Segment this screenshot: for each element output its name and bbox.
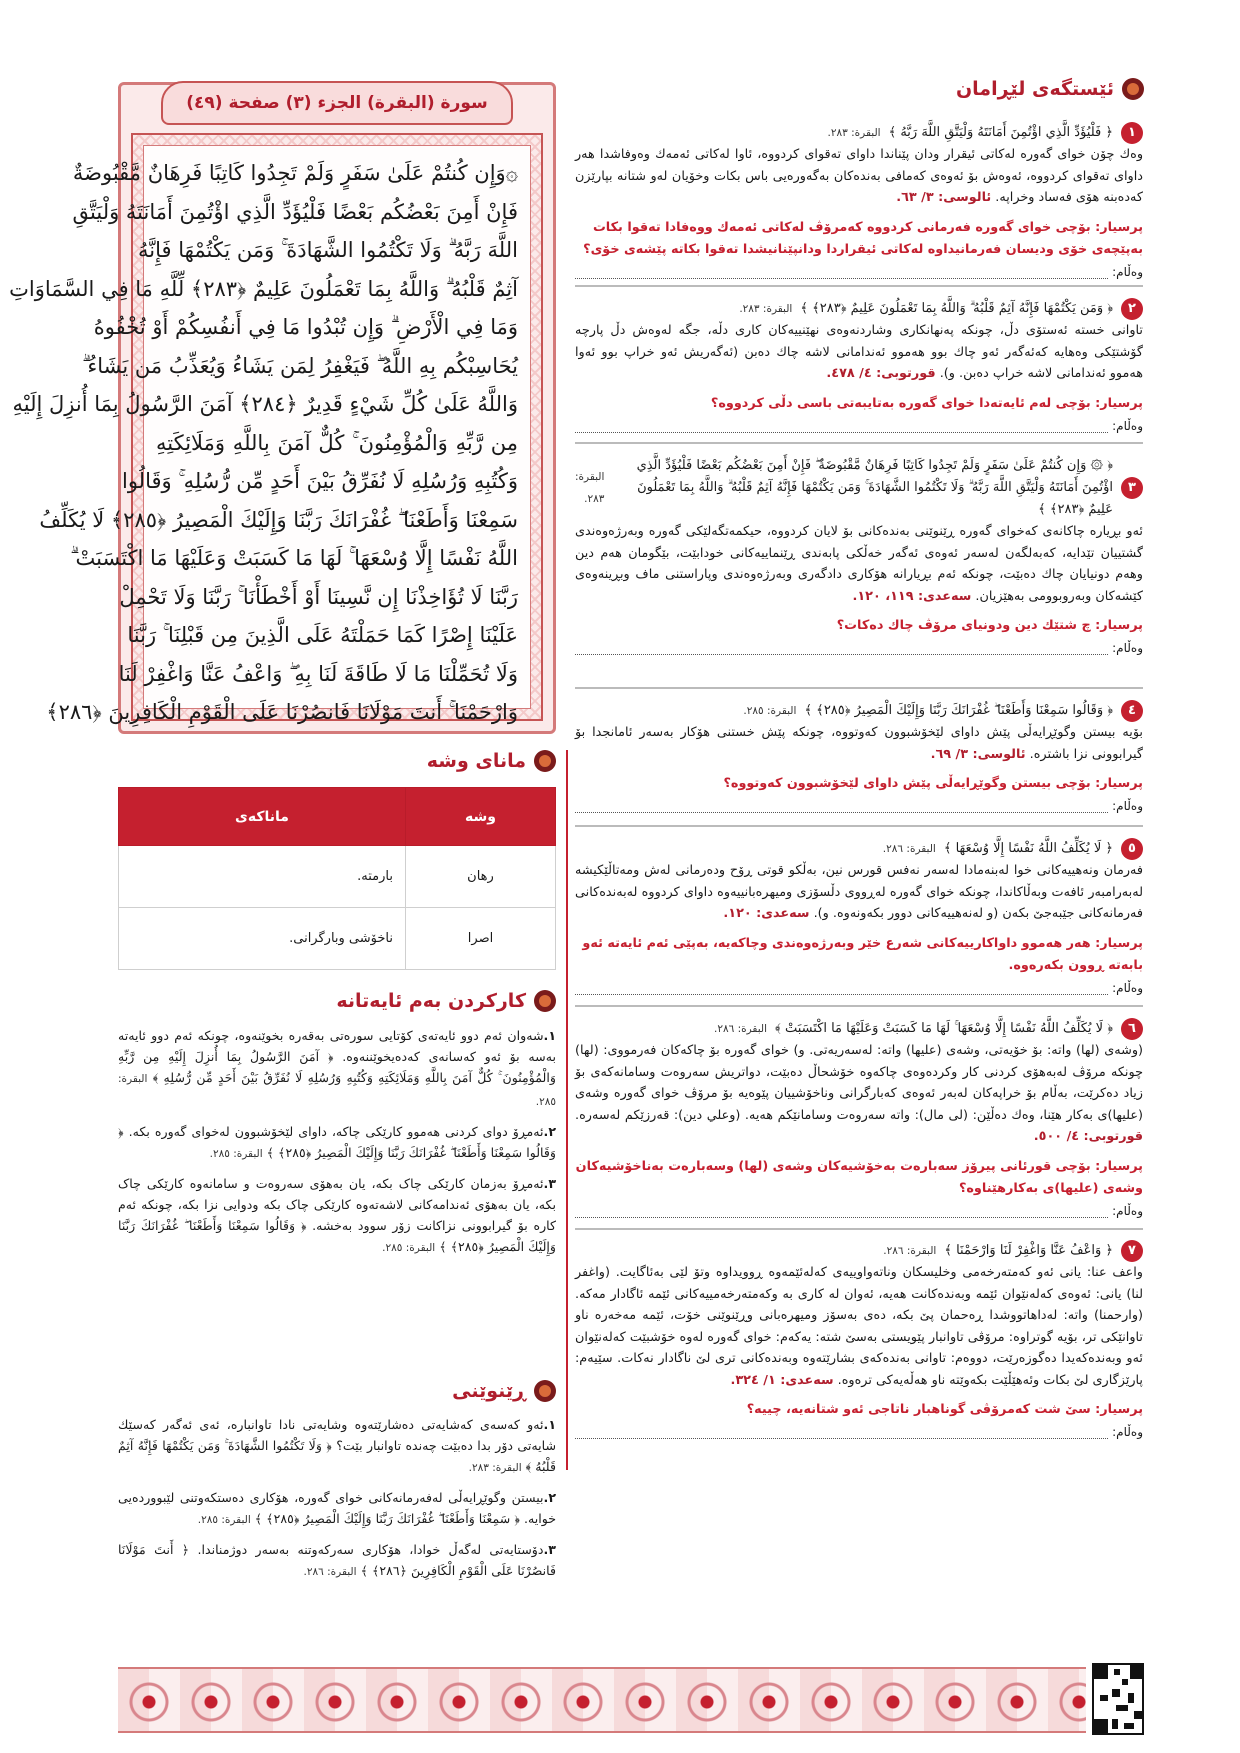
reflection-text: تاوانی خستە ئەستۆی دڵ، چونکە پەنهانکاری وشاردنەوەی نهێنییەکان کاری دڵە، جگە لەوەش دڵ پارچە گۆشتێکی وەهایە کەئەگەر ئەو چاك بوو هەموو ئەندامانی لاشە چاك دەبن (ئەگەریش ئەو خراپ بوو ئەوا هەموو ئەندامانی لاشە خراپ دەبن. و). — [575, 323, 1143, 381]
reflection-text-block — [575, 320, 1143, 385]
reflection-text-block — [575, 521, 1143, 607]
qr-module — [1116, 1705, 1128, 1711]
list-item-ayah: ﴿ وَلَا تَكْتُمُوا الشَّهَادَةَ ۚ وَمَن يَكْتُمْهَا فَإِنَّهُ آثِمٌ قَلْبُهُ ﴾ — [118, 1438, 556, 1474]
reflection-text: بۆیە بیستن وگوێڕایەڵی پێش داوای لێخۆشبوون کەوتووە، چونکە پێش خستنی هۆکار بەسەر ئامانجدا بۆ گیرابوونی نزا باشترە. — [575, 725, 1143, 762]
reflection-answer-line[interactable] — [575, 1425, 1143, 1439]
qr-module — [1112, 1719, 1118, 1729]
table-header-row — [119, 788, 556, 846]
reflection-source: ئالوسی: ٣/ ٦٣. — [896, 190, 992, 205]
reflection-ayah-ref: البقرة: ٢٨٣. — [575, 471, 605, 505]
rosette-icon — [534, 750, 556, 772]
reflection-number-badge: ٦ — [1121, 1018, 1143, 1040]
reflection-source: قورتوبی: ٤/ ٥٠٠. — [1033, 1129, 1143, 1144]
answer-dotted-line[interactable] — [575, 1427, 1108, 1439]
list-item-ayah: ﴿ وَقَالُوا سَمِعْنَا وَأَطَعْنَا ۖ غُفْرَانَكَ رَبَّنَا وَإِلَيْكَ الْمَصِيرُ ﴿٢٨٥﴾ ﴾ — [118, 1218, 556, 1254]
section-divider — [575, 1228, 1143, 1230]
list-item-text: دۆستایەتی لەگەڵ خوادا، هۆکاری سەرکەوتنە بەسەر دوژمناندا. — [197, 1542, 544, 1557]
rosette-icon — [534, 990, 556, 1012]
qr-module — [1094, 1719, 1108, 1733]
list-item-ref: البقرة: ٢٨٦. — [303, 1566, 357, 1578]
reflection-text: (وشەی (لها) واتە: بۆ خۆیەتی، وشەی (علیها) واتە: لەسەریەتی. و) خوای گەورە بۆ چاکەکان فەرمووی: (لها) چونکە مرۆڤ لەبەهۆی کردنی کار وکردەوەی چاکەوە خۆشحاڵ دەبێت، دواتریش سەروەت وسامانەکەی بۆ زیاد دەکرێت، بەڵام بۆ خراپەکان لەبەر ئەوەی کەبارگرانی وناخۆشییان پێوەیە بۆ مرۆڤ خوای گەورە وشەی (علیها)ی بەکار هێنا، وەك دەڵێن: (لی مال): واتە سەروەت وسامانێکم هەیە. (وعلي دين): قەرزێکم لەسەرە. — [575, 1043, 1143, 1123]
reflection-text-block — [575, 1262, 1143, 1391]
reflection-source: سەعدی: ١١٩، ١٢٠. — [852, 588, 972, 604]
reflection-item — [575, 838, 1143, 995]
quran-frame — [9, 133, 543, 724]
words-heading — [118, 750, 556, 772]
section-divider — [575, 285, 1143, 287]
list-item-ref: البقرة: ٢٨٥. — [382, 1242, 436, 1254]
quran-line: اللَّهُ نَفْسًا إِلَّا وُسْعَهَا ۚ لَهَا مَا كَسَبَتْ وَعَلَيْهَا مَا اكْتَسَبَتْ ۗ — [70, 546, 518, 570]
answer-label: وەڵام: — [1112, 641, 1143, 655]
reflection-source: ئالوسی: ٣/ ٦٩. — [930, 746, 1026, 762]
reflection-ayah: ﴿ لَا يُكَلِّفُ اللَّهُ نَفْسًا إِلَّا وُسْعَهَا ﴾ — [943, 841, 1113, 856]
rosette-icon — [534, 1380, 556, 1402]
reflection-ayah: ﴿ وَمَن يَكْتُمْهَا فَإِنَّهُ آثِمٌ قَلْبُهُ ۗ وَاللَّهُ بِمَا تَعْمَلُونَ عَلِيمٌ ﴿٢٨٣﴾ ﴾ — [800, 301, 1113, 316]
reflection-text: وەك چۆن خوای گەورە لەکاتی ئیقرار ودان پێناندا داوای تەقوای کردووە، ئاوا لەکاتی ئەمەك وەوفاشدا هەر داوای تەقوای کردووە، ئەوەش بۆ ئەوەی کەمافی بەندەکان بەگەورەیی باس بکات وخۆیان لەو شتانە بپارێزن کەدەبنە هۆی فەساد وخراپە. — [575, 147, 1143, 205]
list-item-text: ئەمڕۆ بەزمان کارێکی چاک بکە، یان بەهۆی سەروەت و سامانەوە کارێکی چاک بکە، یان بەهۆی ئەندامەکانی لاشەتەوە کارێکی چاک بکە ودوایی نزا بکە، چونکە ئەم کارە بۆ گیرابوونی نزاکانت زۆر سوود بەخشە. — [118, 1176, 556, 1233]
quran-text-area — [9, 145, 531, 724]
list-item — [118, 1121, 556, 1165]
reflection-ayah-ref: البقرة: ٢٨٥. — [743, 705, 797, 717]
list-item-ref: البقرة: ٢٨٥. — [209, 1148, 263, 1160]
answer-label: وەڵام: — [1112, 1203, 1143, 1218]
reflection-question: پرسیار: سێ شت کەمرۆڤی گوناهبار ناتاجی ئەو شتانەیە، چییە؟ — [746, 1402, 1143, 1417]
reflection-ayah-ref: البقرة: ٢٨٦. — [883, 1245, 937, 1257]
words-title: مانای وشە — [426, 750, 526, 772]
reflection-number-badge: ٧ — [1121, 1240, 1143, 1262]
reflection-verse-line — [575, 122, 1143, 144]
list-item-number: ٣. — [543, 1176, 556, 1191]
table-row — [119, 908, 556, 970]
answer-label: وەڵام: — [1112, 1425, 1143, 1439]
table-cell-word: اصرا — [406, 908, 556, 970]
qr-module — [1134, 1711, 1142, 1719]
list-item-ref: البقرة: ٢٨٥. — [197, 1514, 251, 1526]
reflection-verse-line — [575, 700, 1143, 722]
list-item — [118, 1173, 556, 1259]
activities-heading — [118, 990, 556, 1012]
qr-module — [1130, 1665, 1144, 1679]
reflection-item — [575, 455, 1143, 655]
section-divider — [575, 1005, 1143, 1007]
activities-list — [118, 1025, 556, 1267]
guidance-list — [118, 1414, 556, 1591]
qr-module — [1122, 1679, 1128, 1685]
reflection-item — [575, 298, 1143, 433]
guidance-title: ڕێنوێنی — [452, 1380, 526, 1402]
reflection-text: فەرمان ونەهییەکانی خوا لەبنەمادا لەسەر نەفس قورس نین، بەڵکو قوتی ڕۆح ودەرمانی لەش ومەتاڵێکیشە لەبەرامبەر ئافەت وبەڵاکاندا، چونکە خوای گەورە لەڕووی دڵسۆزی ومیهرەبانییەوە داوای کردووە لەبەندەکانی فەرمانەکانی جێبەجێ بکەن (و لەنەهییەکانی دوور بکەونەوە. و). — [575, 863, 1143, 921]
reflection-answer-line[interactable] — [575, 981, 1143, 995]
reflection-text-block — [575, 860, 1143, 925]
answer-label: وەڵام: — [1112, 264, 1143, 279]
reflection-number-badge: ٢ — [1121, 298, 1143, 320]
quran-page-header — [161, 81, 513, 125]
reflection-question: پرسیار: بۆچی خوای گەورە فەرمانی کردووە کەمرۆڤ لەکاتی ئەمەك ووەفادا تەقوا بکات بەپێچەی خۆی ودیسان فەرمانیداوە لەکاتی ئیقراردا ودانپێنانیشدا تەقوا بکاتە پێشەی خۆی؟ — [583, 219, 1143, 257]
reflection-question: پرسیار: بۆچی بیستن وگوێڕایەڵی پێش داوای لێخۆشبوون کەوتووە؟ — [723, 776, 1143, 791]
column-divider — [566, 750, 568, 1470]
quran-line: اللَّهَ رَبَّهُ ۗ وَلَا تَكْتُمُوا الشَّهَادَةَ ۚ وَمَن يَكْتُمْهَا فَإِنَّهُ — [138, 238, 518, 262]
table-row — [119, 846, 556, 908]
reflection-item — [575, 122, 1143, 279]
list-item-number: ٣. — [543, 1542, 556, 1557]
reflection-item — [575, 1240, 1143, 1439]
list-item-text: شەوان ئەم دوو ئایەتەی کۆتایی سورەتی بەقەرە بخوێنەوە، چونکە ئەم دوو ئایەتە بەسە بۆ ئەو کەسانەی کەدەیخوێننەوە. — [118, 1028, 556, 1064]
list-item-text: ئەمڕۆ دوای کردنی هەموو کارێکی چاکە، داوای لێخۆشبوون لەخوای گەورە بکە. — [128, 1124, 544, 1139]
answer-label: وەڵام: — [1112, 799, 1143, 813]
activities-title: كاركردن بەم ئايەتانە — [336, 990, 526, 1012]
reflection-ayah-ref: البقرة: ٢٨٣. — [827, 127, 881, 139]
quran-line: وَمَا فِي الْأَرْضِ ۗ وَإِن تُبْدُوا مَا فِي أَنفُسِكُمْ أَوْ تُخْفُوهُ — [93, 315, 518, 339]
words-table — [118, 787, 556, 970]
list-item-text: ئەو کەسەی کەشایەتی دەشارێتەوە وشایەتی نادا تاوانبارە، ئەی ئەگەر کەسێك شایەتی دۆر بدا دەبێت چەندە تاوانبار بێت؟ — [118, 1417, 557, 1453]
list-item — [118, 1487, 556, 1531]
reflection-verse-line — [575, 838, 1143, 860]
quran-line: يُحَاسِبْكُم بِهِ اللَّهُ ۖ فَيَغْفِرُ لِمَن يَشَاءُ وَيُعَذِّبُ مَن يَشَاءُ ۗ — [82, 353, 518, 378]
reflection-number-badge: ١ — [1121, 122, 1143, 144]
footer-ornament — [118, 1667, 1086, 1733]
reflection-text-block — [575, 722, 1143, 765]
reflection-number-badge: ٣ — [1121, 477, 1143, 499]
reflection-ayah: ﴿ فَلْيُؤَدِّ الَّذِي اؤْتُمِنَ أَمَانَتَهُ وَلْيَتَّقِ اللَّهَ رَبَّهُ ﴾ — [888, 125, 1113, 140]
answer-dotted-line[interactable] — [575, 801, 1108, 813]
quran-line: عَلَيْنَا إِصْرًا كَمَا حَمَلْتَهُ عَلَى الَّذِينَ مِن قَبْلِنَا ۚ رَبَّنَا — [127, 623, 518, 647]
reflection-answer-line[interactable] — [575, 799, 1143, 813]
list-item — [118, 1539, 556, 1583]
qr-module — [1128, 1693, 1134, 1703]
reflection-answer-line[interactable] — [575, 265, 1143, 279]
list-item-ref: البقرة: ٢٨٥. — [118, 1073, 556, 1108]
list-item-number: ١. — [543, 1028, 556, 1043]
quran-page-header-text: سورة (البقرة) الجزء (٣) صفحة (٤٩) — [186, 93, 488, 113]
section-divider — [575, 687, 1143, 689]
column-header-word: وشە — [406, 788, 556, 846]
qr-module — [1114, 1669, 1120, 1675]
reflection-item — [575, 1018, 1143, 1218]
quran-line: رَبَّنَا لَا تُؤَاخِذْنَا إِن نَّسِينَا أَوْ أَخْطَأْنَا ۚ رَبَّنَا وَلَا تَحْمِلْ — [119, 584, 518, 609]
rosette-icon — [1122, 78, 1144, 100]
quran-line: وَاللَّهُ عَلَىٰ كُلِّ شَيْءٍ قَدِيرٌ ﴿٢٨٤﴾ آمَنَ الرَّسُولُ بِمَا أُنزِلَ إِلَيْهِ — [12, 392, 518, 416]
table-cell-word: رهان — [406, 846, 556, 908]
table-cell-meaning: بارمتە. — [119, 846, 406, 908]
reflection-question: پرسیار: هەر هەموو داواکارییەکانی شەرع خێر وبەرژەوەندی وچاکەیە، بەپێی ئەم ئایەتە ئەو بابەتە ڕوون بکەرەوە. — [582, 935, 1143, 973]
answer-dotted-line[interactable] — [575, 267, 1108, 279]
reflection-ayah: ﴿ وَقَالُوا سَمِعْنَا وَأَطَعْنَا ۖ غُفْرَانَكَ رَبَّنَا وَإِلَيْكَ الْمَصِيرُ ﴿٢٨٥﴾ ﴾ — [804, 703, 1113, 718]
reflection-answer-line[interactable] — [575, 641, 1143, 655]
answer-label: وەڵام: — [1112, 418, 1143, 433]
reflection-number-badge: ٥ — [1121, 838, 1143, 860]
reflections-heading — [956, 78, 1144, 100]
reflection-number-badge: ٤ — [1121, 700, 1143, 722]
list-item-number: ٢. — [543, 1124, 556, 1139]
list-item-text: بیستن وگوێڕایەڵی لەفەرمانەکانی خوای گەورە، هۆکاری دەستکەوتنی لێبووردەیی خوایە. — [118, 1490, 556, 1526]
section-divider — [575, 442, 1143, 444]
reflections-title: ئێستگەی لێڕامان — [955, 78, 1114, 100]
quran-line: وَارْحَمْنَا ۚ أَنتَ مَوْلَانَا فَانصُرْنَا عَلَى الْقَوْمِ الْكَافِرِينَ ﴿٢٨٦﴾ — [46, 700, 518, 724]
quran-line: وَلَا تُحَمِّلْنَا مَا لَا طَاقَةَ لَنَا بِهِ ۖ وَاعْفُ عَنَّا وَاغْفِرْ لَنَا — [118, 661, 518, 686]
list-item — [118, 1025, 556, 1113]
table-cell-meaning: ناخۆشی وبارگرانی. — [119, 908, 406, 970]
reflection-source: سەعدی: ١٢٠. — [723, 906, 810, 921]
quran-line: فَإِنْ أَمِنَ بَعْضُكُم بَعْضًا فَلْيُؤَدِّ الَّذِي اؤْتُمِنَ أَمَانَتَهُ وَلْيَتَّقِ — [72, 199, 518, 224]
reflection-ayah-ref: البقرة: ٢٨٣. — [739, 303, 793, 315]
reflection-ayah: ﴿ وَاعْفُ عَنَّا وَاغْفِرْ لَنَا وَارْحَمْنَا ﴾ — [944, 1243, 1113, 1258]
answer-dotted-line[interactable] — [575, 643, 1108, 655]
reflection-verse-line — [575, 1240, 1143, 1262]
reflection-ayah-ref: البقرة: ٢٨٦. — [882, 843, 936, 855]
reflection-answer-line[interactable] — [575, 1204, 1143, 1218]
list-item-ayah: ﴿ أَنتَ مَوْلَانَا فَانصُرْنَا عَلَى الْقَوْمِ الْكَافِرِينَ ﴿٢٨٦﴾ ﴾ — [118, 1542, 556, 1578]
reflection-ayah-ref: البقرة: ٢٨٦. — [714, 1023, 768, 1035]
qr-module — [1124, 1723, 1134, 1729]
answer-label: وەڵام: — [1112, 980, 1143, 995]
answer-dotted-line[interactable] — [575, 421, 1108, 433]
quran-line: ۞وَإِن كُنتُمْ عَلَىٰ سَفَرٍ وَلَمْ تَجِدُوا كَاتِبًا فَرِهَانٌ مَّقْبُوضَةٌ — [72, 161, 518, 185]
section-divider — [575, 825, 1143, 827]
list-item-ayah: ﴿ وَقَالُوا سَمِعْنَا وَأَطَعْنَا ۖ غُفْرَانَكَ رَبَّنَا وَإِلَيْكَ الْمَصِيرُ ﴿٢٨٥﴾ ﴾ — [118, 1124, 556, 1160]
reflection-ayah: ﴿ لَا يُكَلِّفُ اللَّهُ نَفْسًا إِلَّا وُسْعَهَا ۚ لَهَا مَا كَسَبَتْ وَعَلَيْهَا مَا اكْتَسَبَتْ ﴾ — [775, 1021, 1113, 1036]
list-item-ayah: ﴿ آمَنَ الرَّسُولُ بِمَا أُنزِلَ إِلَيْهِ مِن رَّبِّهِ وَالْمُؤْمِنُونَ ۚ كُلٌّ آمَنَ بِاللَّهِ وَمَلَائِكَتِهِ وَكُتُبِهِ وَرُسُلِهِ لَا نُفَرِّقُ بَيْنَ أَحَدٍ مِّن رُّسُلِهِ ﴾ — [118, 1049, 556, 1085]
reflection-ayah: ﴿ ۞ وَإِن كُنتُمْ عَلَىٰ سَفَرٍ وَلَمْ تَجِدُوا كَاتِبًا فَرِهَانٌ مَّقْبُوضَةٌ ۖ فَإِنْ أَمِنَ بَعْضُكُم بَعْضًا فَلْيُؤَدِّ الَّذِي اؤْتُمِنَ أَمَانَتَهُ وَلْيَتَّقِ اللَّهَ رَبَّهُ ۗ وَلَا تَكْتُمُوا الشَّهَادَةَ ۚ وَمَن يَكْتُمْهَا فَإِنَّهُ آثِمٌ قَلْبُهُ ۗ وَاللَّهُ بِمَا تَعْمَلُونَ عَلِيمٌ ﴿٢٨٣﴾ ﴾ — [636, 458, 1113, 517]
qr-module — [1100, 1695, 1108, 1701]
list-item-ayah: ﴿ سَمِعْنَا وَأَطَعْنَا ۖ غُفْرَانَكَ رَبَّنَا وَإِلَيْكَ الْمَصِيرُ ﴿٢٨٥﴾ ﴾ — [254, 1511, 520, 1526]
qr-module — [1112, 1689, 1120, 1697]
reflection-source: سەعدی: ١/ ٣٢٤. — [730, 1372, 834, 1388]
quran-line: آثِمٌ قَلْبُهُ ۗ وَاللَّهُ بِمَا تَعْمَلُونَ عَلِيمٌ ﴿٢٨٣﴾ لِّلَّهِ مَا فِي السَّمَاوَاتِ — [9, 276, 518, 301]
reflection-text: واعف عنا: یانی ئەو کەمتەرخەمی وخلیسکان وناتەواوییەی کەلەئێمەوە ڕوویداوە وتۆ لێی بەئاگایت. (واغفر لنا) یانی: ئەوەی کەلەنێوان ئێمە وبەندەکانت هەیە، ئەوان لە کاری بە وکەمتەرخەمییەکانی ئێمە ئاگادار مەکە. (وارحمنا) واتە: لەداهاتووشدا ڕەحمان پێ بکە، دەی بەسۆز ومیهرەبانی وڕێنوێنی خۆت، ئێمە مەخەرە ناو تاوانێکی تر، بۆیە گوتراوە: مرۆڤی تاوانبار پێویستی بەسێ شتە: یەکەم: خوای گەورە لەوە خۆشبێت کەلەنێوان ئەو وبەندەکەیدا دەگوزەرێت، دووەم: تاوانی بەندەکەی بشارێتەوە وبەندەکانی تری لێ ناگادار نەکات. سێیەم: پارێزگاری لێ بکات وئەهێڵێت بکەوێتە ناو هەڵەیەکی ترەوە. — [575, 1265, 1143, 1388]
reflection-verse-line — [575, 298, 1143, 320]
column-header-meaning: ماناکەی — [119, 788, 406, 846]
answer-dotted-line[interactable] — [575, 983, 1108, 995]
list-item-number: ١. — [543, 1417, 556, 1432]
quran-line: سَمِعْنَا وَأَطَعْنَا ۖ غُفْرَانَكَ رَبَّنَا وَإِلَيْكَ الْمَصِيرُ ﴿٢٨٥﴾ لَا يُكَلِّفُ — [39, 507, 518, 532]
reflection-text-block — [575, 1040, 1143, 1148]
list-item-ref: البقرة: ٢٨٣. — [468, 1462, 522, 1474]
reflection-source: قورتوبی: ٤/ ٤٧٨. — [826, 366, 936, 381]
reflection-answer-line[interactable] — [575, 419, 1143, 433]
reflection-verse-line — [575, 455, 1143, 521]
list-item-number: ٢. — [543, 1490, 556, 1505]
reflection-item — [575, 700, 1143, 813]
qr-code-icon[interactable] — [1092, 1663, 1144, 1735]
list-item — [118, 1414, 556, 1479]
quran-line: وَكُتُبِهِ وَرُسُلِهِ لَا نُفَرِّقُ بَيْنَ أَحَدٍ مِّن رُّسُلِهِ ۚ وَقَالُوا — [122, 469, 518, 493]
qr-module — [1094, 1665, 1108, 1679]
quran-line: مِن رَّبِّهِ وَالْمُؤْمِنُونَ ۚ كُلٌّ آمَنَ بِاللَّهِ وَمَلَائِكَتِهِ — [156, 430, 518, 455]
reflection-text: ئەو بڕیارە چاکانەی کەخوای گەورە ڕێنوێنی بەندەکانی بۆ لایان کردووە، حیکمەتگەلێکی گەورە وبەرژەوەندی گشتییان تێدایە، کەبەلگەن لەسەر ئەوەی ئەگەر خەڵکی پابەندی ڕێنماییەکانی خودابێت، بێگومان هەم دین وهەم دونیایان چاك دەبێت، چونکە ئەم بڕیارانە هۆکاری دادگەری وبەرژەوەندی وپاراستنی ماف وبڕینەوەی کێشەکان وبەروبوومی بەهێزیان. — [575, 524, 1143, 604]
reflection-question: پرسیار: بۆچی قورئانی پیرۆز سەبارەت بەخۆشیەکان وشەی (لها) وسەبارەت بەناخۆشیەکان وشەی (علیها)ی بەکارهێناوە؟ — [575, 1158, 1143, 1196]
quran-page-panel — [9, 82, 556, 734]
reflection-verse-line — [575, 1018, 1143, 1040]
answer-dotted-line[interactable] — [575, 1206, 1108, 1218]
guidance-heading — [118, 1380, 556, 1402]
reflection-question: پرسیار: بۆچی لەم ئایەتەدا خوای گەورە بەتایبەتی باسی دڵی کردووە؟ — [710, 395, 1143, 411]
reflection-question: پرسیار: چ شتێك دین ودونیای مرۆڤ چاك دەكات؟ — [836, 618, 1143, 633]
reflection-text-block — [575, 144, 1143, 209]
